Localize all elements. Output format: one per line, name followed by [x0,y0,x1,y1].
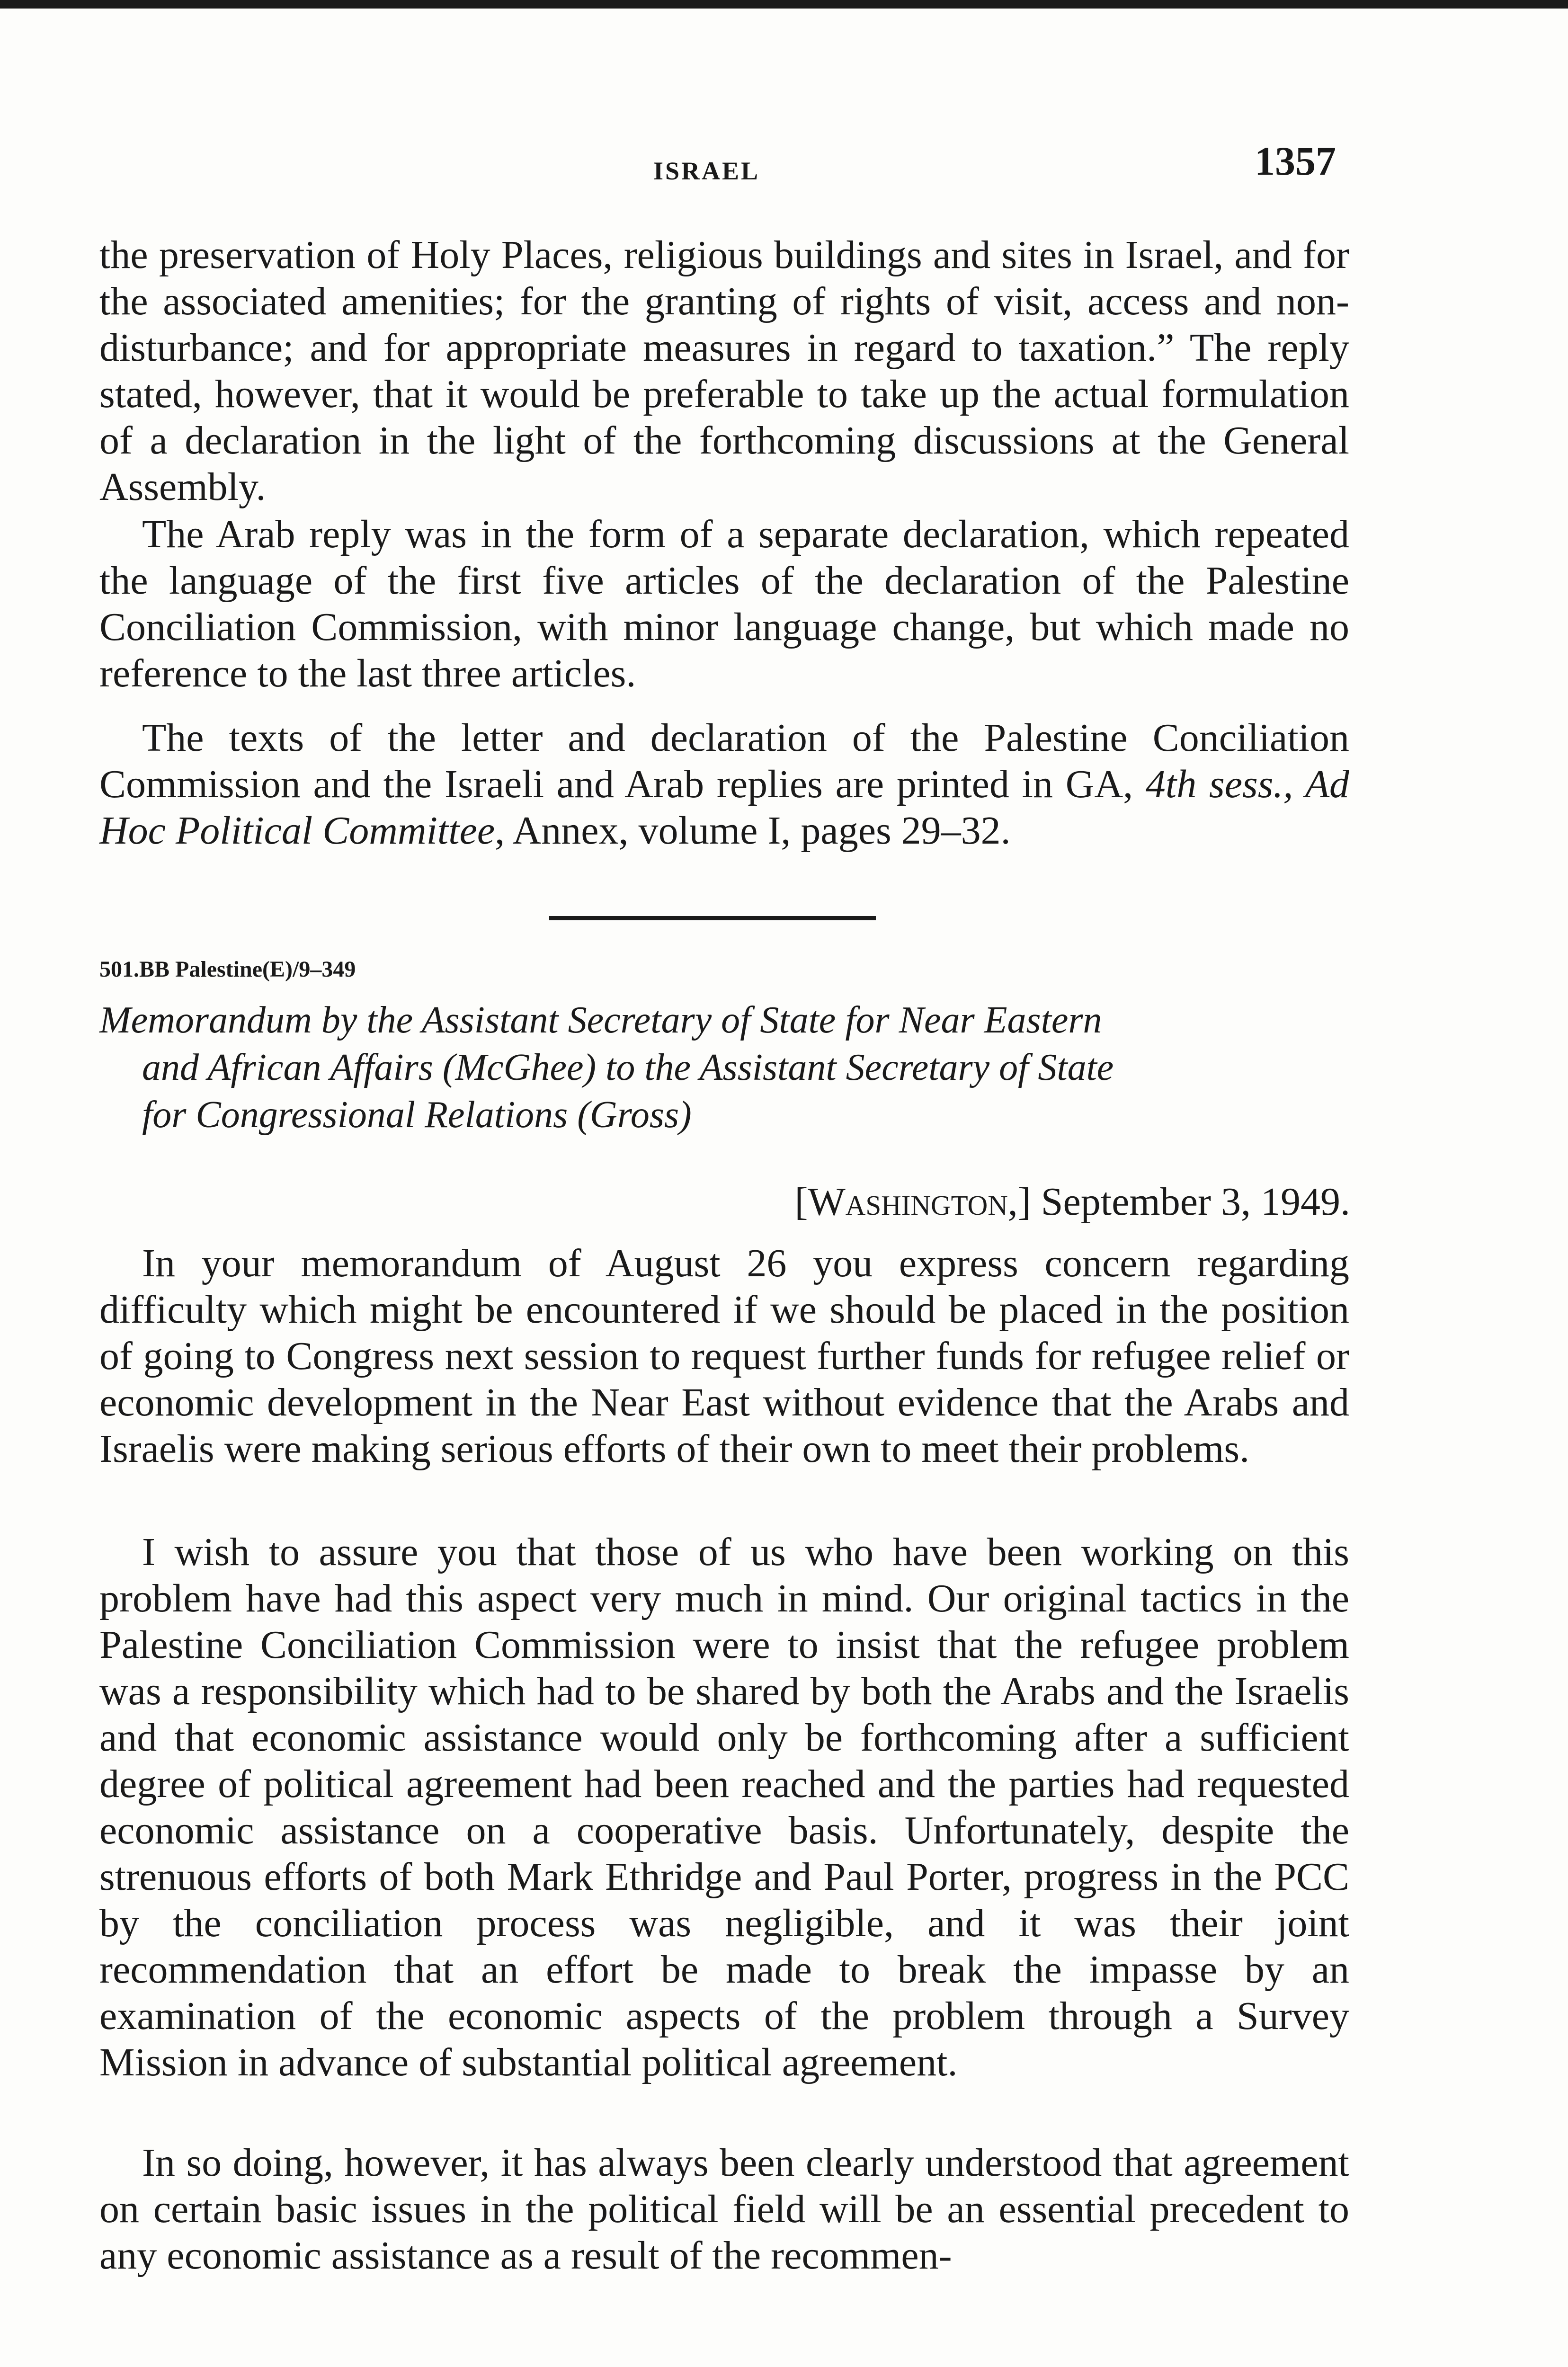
top-edge-rule [0,0,1568,9]
dateline-date: September 3, 1949. [1041,1180,1350,1224]
memo-title-line-1: Memorandum by the Assistant Secretary of State for Near Eastern [99,999,1102,1041]
memo-title [99,997,1349,1139]
section-divider [549,916,876,920]
intro-paragraph-1: the preservation of Holy Places, religious buildings and sites in Israel, and for the associated amenities; for the granting of rights of visit, access and non-disturbance; and for appropriate measures in regard to taxation.” The reply stated, however, that it would be preferable to take up the actual formulation of a declaration in the light of the forthcoming discussions at the General Assembly. [99,233,1349,509]
intro-paragraph-3-citation: 4th sess., Ad Hoc Political Committee [99,762,1349,853]
running-header: ISRAEL [653,157,760,185]
body-paragraph-3: In so doing, however, it has always been clearly understood that agreement on certain basic issues in the political field will be an essential precedent to any economic assistance as a result of the recommen- [99,2141,1349,2278]
intro-paragraph-3 [99,715,1349,854]
intro-paragraph-3-start: The texts of the letter and declaration of the Palestine Conciliation Commission and the Israeli and Arab replies are printed in GA, [99,716,1349,806]
intro-paragraph-3-end: , Annex, volume I, pages 29–32. [495,809,1011,853]
page-number: 1357 [1255,138,1336,184]
dateline [794,1179,1350,1225]
file-reference: 501.BB Palestine(E)/9–349 [99,957,356,982]
intro-paragraph-2: The Arab reply was in the form of a separate declaration, which repeated the language of the first five articles of the declaration of the Palestine Conciliation Commission, with minor language change, but which made no reference to the last three articles. [99,512,1349,695]
dateline-place: [Washington,] [794,1180,1031,1224]
memo-title-line-2: and African Affairs (McGhee) to the Assistant Secretary of State [142,1047,1114,1088]
memo-title-line-3: for Congressional Relations (Gross) [142,1094,692,1136]
body-paragraph-2: I wish to assure you that those of us who have been working on this problem have had this aspect very much in mind. Our original tactics in the Palestine Conciliation Commission were to insist that the refugee problem was a responsibility which had to be shared by both the Arabs and the Israelis and that economic assistance would only be forthcoming after a sufficient degree of political agreement had been reached and the parties had requested economic assistance on a cooperative basis. Unfortunately, despite the strenuous efforts of both Mark Ethridge and Paul Porter, progress in the PCC by the conciliation process was negligible, and it was their joint recommendation that an effort be made to break the impasse by an examination of the economic aspects of the problem through a Survey Mission in advance of substantial political agreement. [99,1530,1349,2084]
body-paragraph-1: In your memorandum of August 26 you express concern regarding difficulty which might be encountered if we should be placed in the position of going to Congress next session to request further funds for refugee relief or economic development in the Near East without evidence that the Arabs and Israelis were making serious efforts of their own to meet their problems. [99,1241,1349,1471]
